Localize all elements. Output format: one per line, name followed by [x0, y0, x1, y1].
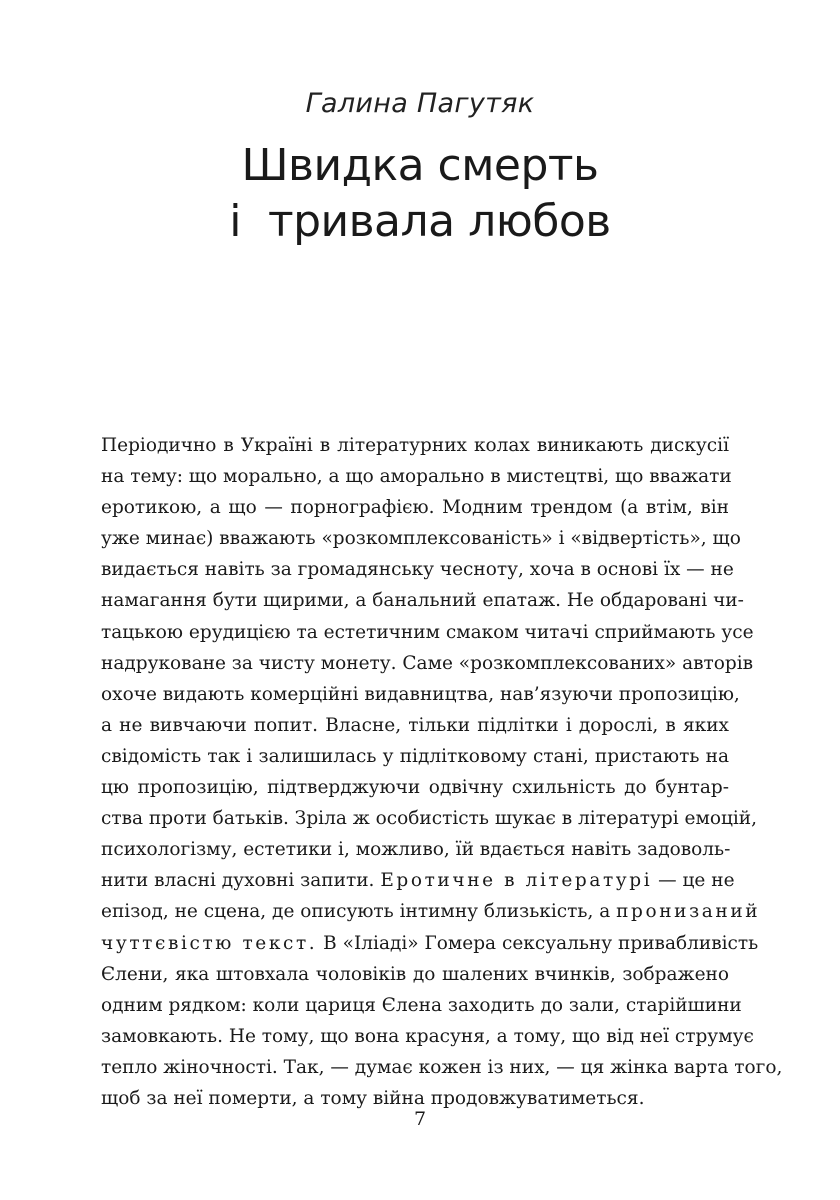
text-line: а не вивчаючи попит. Власне, тільки підлітки і дорослі, в яких: [101, 714, 729, 736]
text-line: Єлени, яка штовхала чоловіків до шалених вчинків, зображено: [101, 963, 729, 985]
text-fragment: нити власні духовні запити.: [101, 870, 375, 892]
text-line: цю пропозицію, підтверджуючи одвічну схильність до бунтар-: [101, 777, 729, 799]
emphasized-text: пронизаний: [616, 901, 761, 923]
author-name: Галина Пагутяк: [305, 88, 535, 119]
chapter-title-line-1: Швидка смерть: [241, 140, 599, 191]
text-line: [101, 865, 735, 896]
text-line: замовкають. Не тому, що вона красуня, а тому, що від неї струмує: [101, 1025, 754, 1047]
text-line: охоче видають комерційні видавництва, нав’язуючи пропозицію,: [101, 683, 740, 705]
page-number: 7: [413, 1108, 427, 1130]
text-line: видається навіть за громадянську чесноту, хоча в основі їх — не: [101, 559, 734, 581]
text-line: свідомість так і залишилась у підлітковому стані, пристають на: [101, 745, 729, 767]
text-line: Періодично в Україні в літературних колах виникають дискусії: [101, 435, 729, 456]
text-line: [101, 928, 759, 959]
text-line: тацькою ерудицією та естетичним смаком читачі сприймають усе: [101, 621, 754, 643]
text-line: щоб за неї померти, а тому війна продовжуватиметься.: [101, 1087, 645, 1109]
text-line: на тему: що морально, а що аморально в мистецтві, що вважати: [101, 466, 732, 488]
text-line: ства проти батьків. Зріла ж особистість шукає в літературі емоцій,: [101, 808, 758, 830]
chapter-title-line-2: і тривала любов: [229, 196, 611, 247]
text-line: еротикою, а що — порнографією. Модним трендом (а втім, він: [101, 497, 729, 519]
text-fragment: — це не: [652, 870, 735, 892]
text-fragment: епізод, не сцена, де описують інтимну близькість, а: [101, 901, 617, 923]
text-line: психологізму, естетики і, можливо, їй вдається навіть задоволь-: [101, 839, 731, 861]
body-paragraph: [101, 430, 783, 1114]
emphasized-text: Еротичне в літературі: [380, 870, 653, 892]
chapter-title: [0, 138, 840, 250]
text-line: одним рядком: коли цариця Єлена заходить до зали, старійшини: [101, 994, 742, 1016]
emphasized-text: чуттєвістю текст.: [101, 932, 318, 954]
text-line: надруковане за чисту монету. Саме «розкомплексованих» авторів: [101, 652, 754, 674]
text-line: намагання бути щирими, а банальний епатаж. Не обдаровані чи-: [101, 590, 744, 612]
text-line: [101, 896, 761, 927]
text-line: уже минає) вважають «розкомплексованість» і «відвертість», що: [101, 528, 741, 550]
text-fragment: В «Іліаді» Гомера сексуальну привабливість: [317, 932, 759, 954]
text-line: тепло жіночності. Так, — думає кожен із них, — ця жінка варта того,: [101, 1056, 783, 1078]
